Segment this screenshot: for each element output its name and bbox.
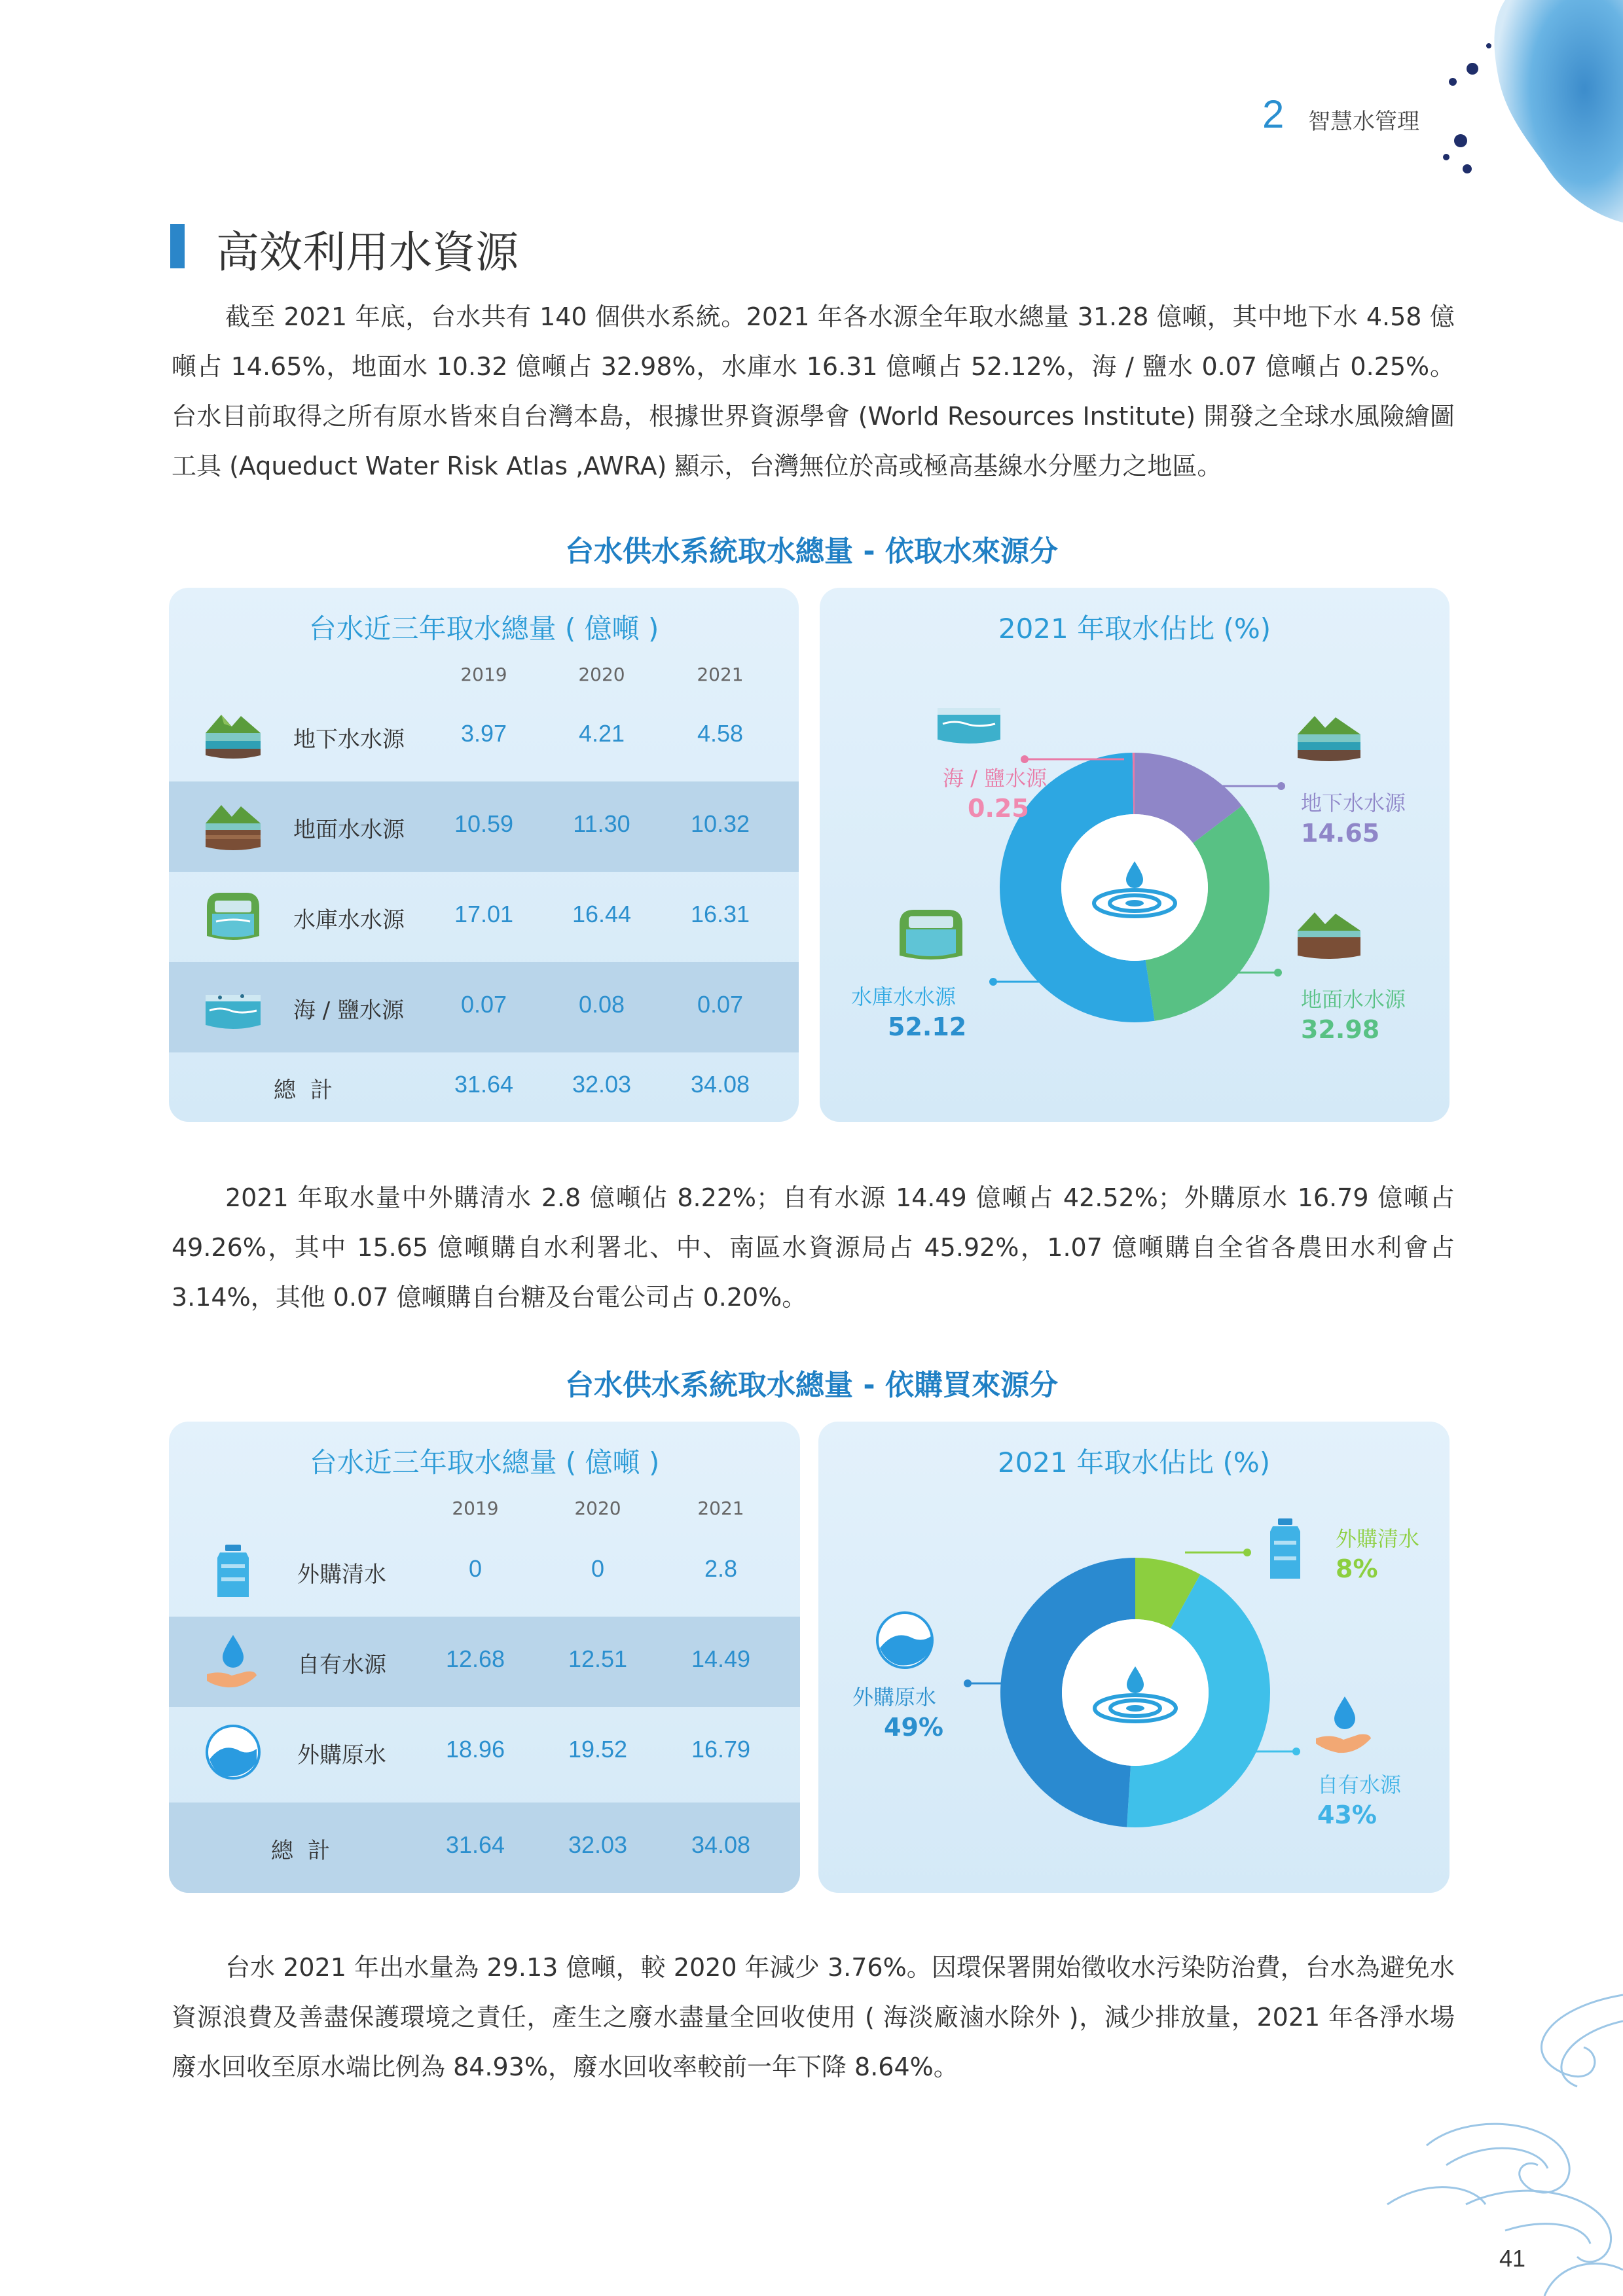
paragraph-1-text: 截至 2021 年底，台水共有 140 個供水系統。2021 年各水源全年取水總量 31.28 億噸，其中地下水 4.58 億噸占 14.65%，地面水 10.32 億噸占 32.98%，水庫水 16.31 億噸占 52.12%，海 / 鹽水 0.07 億噸占 0.25%。台水目前取得之所有原水皆來自台灣本島，根據世界資源學會 (World Resources Institute) 開發之全球水風險繪圖工具 (Aqueduct Water Risk Atlas ,AWRA) 顯示，台灣無位於高或極高基線水分壓力之地區。 [172, 302, 1455, 480]
chapter-number: 2 [1262, 92, 1285, 136]
table-row [169, 1707, 800, 1797]
hand-drop-icon [1316, 1696, 1371, 1753]
table-cell: 3.97 [460, 720, 507, 747]
paragraph-2-text: 2021 年取水量中外購清水 2.8 億噸佔 8.22%；自有水源 14.49 億噸占 42.52%；外購原水 16.79 億噸占 49.26%，其中 15.65 億噸購自水利署北、中、南區水資源局占 45.92%，1.07 億噸購自全省各農田水利會占 3.14%，其他 0.07 億噸購自台糖及台電公司占 0.20%。 [172, 1183, 1455, 1312]
slice-value: 43% [1317, 1801, 1377, 1829]
table-title: 台水近三年取水總量 ( 億噸 ) [309, 1446, 660, 1479]
table-row [169, 872, 799, 962]
table-row [169, 691, 799, 781]
figure-2-table-panel [169, 1422, 800, 1893]
groundwater-icon [1298, 716, 1360, 761]
wave-circle-icon [877, 1613, 932, 1668]
figure-2-chart-panel [818, 1422, 1450, 1893]
table-cell: 0 [591, 1555, 605, 1582]
table-cell: 34.08 [690, 1071, 750, 1098]
chart-title: 2021 年取水佔比 (%) [997, 1446, 1271, 1479]
table-row [169, 781, 799, 872]
table-cell: 10.59 [454, 810, 514, 837]
table-cell: 0 [468, 1555, 483, 1582]
water-bottle-icon [200, 1542, 266, 1601]
groundwater-icon [200, 707, 266, 766]
table-total-row [169, 1803, 800, 1893]
figure-1-title: 台水供水系統取水總量 - 依取水來源分 [565, 535, 1058, 568]
reservoir-icon [200, 888, 266, 946]
table-cell: 0.08 [578, 991, 625, 1018]
figure-1-table-panel [169, 588, 799, 1122]
seawater-icon [200, 978, 266, 1037]
row-label: 水庫水水源 [293, 907, 405, 933]
table-cell: 32.03 [568, 1831, 628, 1858]
slice-value: 52.12 [888, 1013, 967, 1041]
year-header: 2020 [578, 664, 625, 685]
table-title: 台水近三年取水總量 ( 億噸 ) [308, 613, 659, 645]
table-cell: 11.30 [573, 810, 630, 837]
section-title: 高效利用水資源 [216, 227, 519, 278]
table-cell: 4.21 [578, 720, 625, 747]
seawater-icon [938, 708, 1000, 744]
table-cell: 32.03 [572, 1071, 632, 1098]
table-cell: 17.01 [454, 901, 514, 927]
table-cell: 10.32 [690, 810, 750, 837]
donut-chart-1 [820, 588, 1450, 1122]
reservoir-icon [900, 910, 962, 960]
page-number: 41 [1499, 2245, 1526, 2272]
slice-label: 外購原水 [852, 1685, 937, 1710]
surface-water-icon [1298, 912, 1360, 959]
table-cell: 12.51 [568, 1645, 628, 1672]
table-cell: 18.96 [445, 1736, 505, 1763]
paragraph-3 [172, 1943, 1455, 2092]
table-cell: 14.49 [691, 1645, 751, 1672]
table-cell: 2.8 [704, 1555, 738, 1582]
table-cell: 16.31 [690, 901, 750, 927]
water-bottle-icon [1270, 1518, 1300, 1579]
slice-value: 14.65 [1301, 819, 1380, 848]
table-cell: 0.07 [697, 991, 744, 1018]
table-cell: 34.08 [691, 1831, 751, 1858]
watercolor-decoration [1427, 0, 1623, 223]
table-cell: 16.79 [691, 1736, 751, 1763]
table-row [169, 1526, 800, 1617]
figure-1-chart-panel [820, 588, 1450, 1122]
slice-label: 海 / 鹽水源 [943, 766, 1048, 791]
row-label: 自有水源 [297, 1652, 386, 1678]
slice-label: 自有水源 [1317, 1772, 1402, 1797]
figure-2-title: 台水供水系統取水總量 - 依購買來源分 [565, 1369, 1058, 1402]
paragraph-3-text: 台水 2021 年出水量為 29.13 億噸，較 2020 年減少 3.76%。因環保署開始徵收水污染防治費，台水為避免水資源浪費及善盡保護環境之責任，產生之廢水盡量全回收使用 ( 海淡廠滷水除外 )，減少排放量，2021 年各淨水場廢水回收至原水端比例為 84.93%，廢水回收率較前一年下降 8.64%。 [172, 1953, 1455, 2081]
slice-label: 地面水水源 [1301, 987, 1406, 1012]
year-header: 2021 [697, 664, 744, 685]
hand-drop-icon [200, 1632, 266, 1691]
chart-title: 2021 年取水佔比 (%) [998, 613, 1271, 645]
row-label: 外購清水 [297, 1562, 386, 1588]
year-header: 2019 [460, 664, 507, 685]
row-label: 海 / 鹽水源 [293, 997, 405, 1024]
paragraph-1 [172, 292, 1455, 491]
year-header: 2021 [697, 1498, 744, 1519]
year-header: 2019 [452, 1498, 499, 1519]
table-total-row [169, 1042, 799, 1122]
slice-label: 地下水水源 [1301, 791, 1406, 816]
table-cell: 4.58 [697, 720, 744, 747]
donut-chart-2 [818, 1422, 1450, 1893]
total-label: 總計 [271, 1838, 344, 1864]
slice-value: 49% [884, 1713, 943, 1742]
wave-circle-icon [200, 1723, 266, 1782]
chapter-title: 智慧水管理 [1308, 109, 1419, 135]
row-label: 地下水水源 [293, 726, 405, 753]
row-label: 外購原水 [297, 1742, 386, 1768]
slice-label: 水庫水水源 [851, 984, 957, 1009]
table-cell: 0.07 [460, 991, 507, 1018]
slice-value: 0.25 [968, 794, 1029, 823]
table-cell: 31.64 [445, 1831, 505, 1858]
row-label: 地面水水源 [293, 817, 405, 843]
table-row [169, 962, 799, 1052]
slice-label: 外購清水 [1336, 1526, 1420, 1551]
table-cell: 16.44 [572, 901, 632, 927]
total-label: 總計 [274, 1077, 347, 1103]
table-cell: 12.68 [445, 1645, 505, 1672]
table-cell: 19.52 [568, 1736, 628, 1763]
paragraph-2 [172, 1173, 1455, 1322]
section-title-bar [170, 224, 185, 268]
table-row [169, 1617, 800, 1707]
table-cell: 31.64 [454, 1071, 514, 1098]
slice-value: 32.98 [1301, 1015, 1380, 1044]
year-header: 2020 [574, 1498, 621, 1519]
surface-water-icon [200, 797, 266, 856]
slice-value: 8% [1336, 1554, 1378, 1583]
